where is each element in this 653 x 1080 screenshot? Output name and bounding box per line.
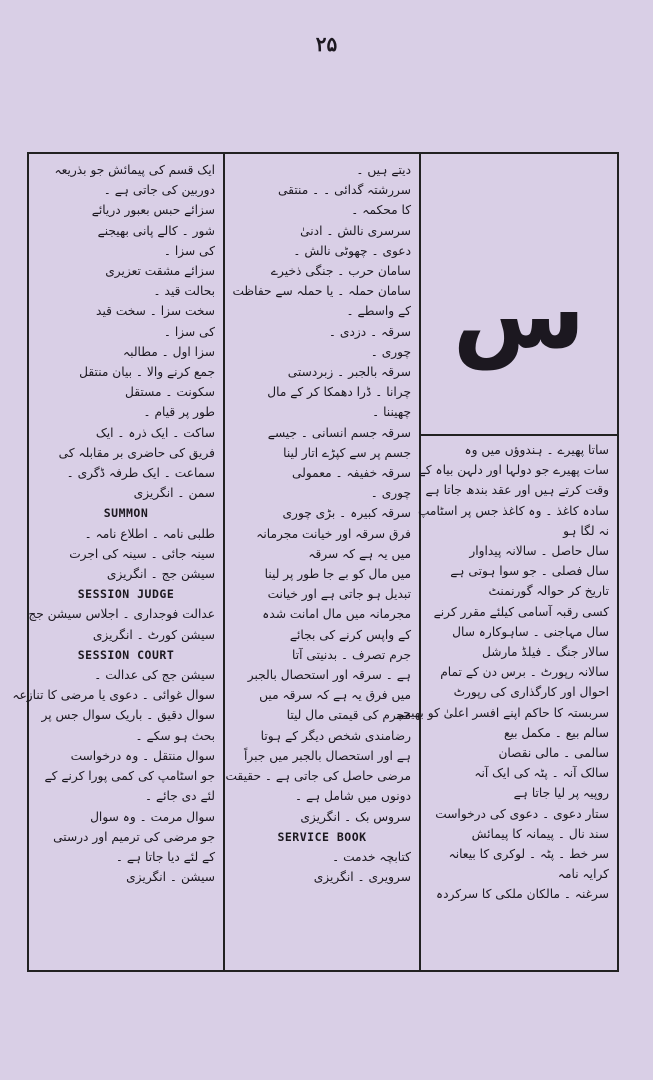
column-right-line: سرغنہ ۔ مالکان ملکی کا سرکردہ <box>436 887 609 902</box>
column-middle-line: سرقہ جسم انسانی ۔ جیسے <box>267 425 411 440</box>
column-middle-line: میں یہ ہے کہ سرقہ <box>308 546 411 561</box>
column-left-line: عدالت فوجداری ۔ اجلاس سیشن جج <box>28 607 215 622</box>
column-middle-line: سرقہ ۔ دزدی ۔ <box>328 324 411 339</box>
column-left-line: فریق کی حاضری بر مقابلہ کی <box>58 445 215 460</box>
column-right-line: سال حاصل ۔ سالانہ پیداوار <box>469 544 609 559</box>
column-right-line: کسی رقبہ آسامی کیلئے مقرر کرنے <box>433 604 609 619</box>
column-left-line: جمع کرنے والا ۔ بیان منتقل <box>79 365 215 380</box>
column-right-line: سالار جنگ ۔ فیلڈ مارشل <box>481 645 609 660</box>
column-middle-line: چرانا ۔ ڈرا دھمکا کر کے مال <box>267 385 411 400</box>
column-middle-line: سرقہ خفیفہ ۔ معمولی <box>292 466 411 481</box>
column-right-line: سالک آنہ ۔ پٹہ کی ایک آنہ <box>474 766 609 781</box>
column-middle-line: SERVICE BOOK <box>277 829 367 844</box>
column-left-line: سخت سزا ۔ سخت قید <box>96 304 215 319</box>
column-middle-line: کے واسطے ۔ <box>346 304 411 319</box>
column-left-line: سوال دقیق ۔ باریک سوال جس پر <box>41 708 215 723</box>
column-middle-line: سرویری ۔ انگریزی <box>313 870 411 885</box>
section-letter: س <box>452 258 586 370</box>
column-right-line: سادہ کاغذ ۔ وہ کاغذ جس پر اسٹامپ <box>417 503 609 518</box>
column-left-line: سیشن جج ۔ انگریزی <box>106 567 215 582</box>
column-right <box>396 154 617 970</box>
column-right-line: سربستہ کا حاکم اپنے افسر اعلیٰ کو بھیجے <box>396 705 609 720</box>
column-middle-line: سرقہ بالجبر ۔ زبردستی <box>287 365 411 380</box>
column-middle-line: جرم تصرف ۔ بدنیتی آتا <box>292 647 411 662</box>
column-middle-line: سروس بک ۔ انگریزی <box>300 809 411 824</box>
section-letter-box <box>421 154 617 436</box>
column-middle-line: سامان حرب ۔ جنگی ذخیرے <box>270 264 411 279</box>
column-middle-line: میں مال کو بے جا طور پر لینا <box>264 567 411 582</box>
column-middle-line: چوری ۔ <box>370 344 411 359</box>
column-middle-line: کا محکمہ ۔ <box>351 203 411 218</box>
column-left-line: سزا اول ۔ مطالبہ <box>123 344 215 359</box>
column-middle-line: رضامندی شخص دیگر کے ہوتا <box>260 728 411 743</box>
column-middle-line: مرضی حاصل کی جاتی ہے ۔ حقیقت <box>225 769 411 784</box>
column-right-line: سالم بیع ۔ مکمل بیع <box>503 725 609 740</box>
column-right-line: سند نال ۔ پیمانہ کا پیمائش <box>471 826 609 841</box>
column-left-line: سمن ۔ انگریزی <box>133 486 215 501</box>
column-left-line: طلبی نامہ ۔ اطلاع نامہ ۔ <box>84 526 215 541</box>
column-left <box>12 154 225 970</box>
column-right-line: ساتا پھیرے ۔ ہندوؤں میں وہ <box>464 443 609 457</box>
column-right-line: احوال اور کارگذاری کی رپورٹ <box>453 685 609 700</box>
column-middle-line: سررشتہ گدائی ۔ ۔ منتقی <box>278 183 411 198</box>
column-right-line: کرایہ نامہ <box>557 867 609 882</box>
column-middle-line: سامان حملہ ۔ یا حملہ سے حفاظت <box>232 284 411 299</box>
column-middle-line: مجرم کی قیمتی مال لیتا <box>286 708 411 723</box>
column-right-text <box>396 440 609 905</box>
column-middle-line: ہے اور استحصال بالجبر میں جبراً <box>244 748 411 763</box>
column-right-line: سالمی ۔ مالی نقصان <box>498 746 609 761</box>
column-left-line: SUMMON <box>103 506 149 521</box>
column-left-line: جو مرضی کی ترمیم اور درستی <box>53 829 215 844</box>
column-left-line: بحث ہو سکے ۔ <box>135 728 215 743</box>
column-left-line: کی سزا ۔ <box>163 324 215 339</box>
column-middle-line: دونوں میں شامل ہے ۔ <box>294 789 411 804</box>
column-left-line: ایک قسم کی پیمائش جو بذریعہ <box>54 163 215 177</box>
column-middle-line: کے واپس کرنے کی بجائے <box>289 627 411 642</box>
column-left-line: SESSION JUDGE <box>77 587 175 602</box>
column-right-line: تاریخ کر حوالہ گورنمنٹ <box>488 584 609 599</box>
column-middle-line: چھیننا ۔ <box>372 405 411 420</box>
column-middle-line: دعوی ۔ چھوٹی نالش ۔ <box>293 243 411 258</box>
column-left-line: SESSION COURT <box>77 647 175 662</box>
column-right-line: سات پھیرے جو دولہا اور دلہن بیاہ کے <box>418 463 609 478</box>
column-middle-line: میں فرق یہ ہے کہ سرقہ میں <box>259 688 411 703</box>
column-left-line: ساکت ۔ ایک ذرہ ۔ ایک <box>95 425 215 440</box>
column-right-line: نہ لگا ہو <box>563 523 609 538</box>
page-number: ۲۵ <box>315 32 338 56</box>
column-left-line: سوال مرمت ۔ وہ سوال <box>90 809 215 824</box>
column-left-line: سزائے حبس بعبور دریائے <box>91 203 215 218</box>
dictionary-frame <box>12 152 619 972</box>
column-middle-line: چوری ۔ <box>370 486 411 501</box>
column-left-line: بحالت قید ۔ <box>153 284 215 299</box>
column-left-line: کے لئے دیا جاتا ہے ۔ <box>115 849 215 864</box>
column-middle-line: جسم پر سے کپڑے اتار لینا <box>283 445 411 460</box>
column-middle-line: مجرمانہ میں مال امانت شدہ <box>262 607 411 622</box>
column-left-line: طور پر قیام ۔ <box>143 405 215 420</box>
column-middle-line: کتابچہ خدمت ۔ <box>332 849 411 864</box>
column-left-line: سیشن ۔ انگریزی <box>126 870 215 885</box>
column-left-line: کی سزا ۔ <box>163 243 215 258</box>
column-middle-line: سرسری نالش ۔ ادنیٰ <box>300 223 411 238</box>
column-middle-line: ہے ۔ سرقہ اور استحصال بالجبر <box>247 668 411 683</box>
column-middle-line: تبدیل ہو جاتی ہے اور خیانت <box>267 587 411 602</box>
column-left-line: سماعت ۔ ایک طرفہ ڈگری ۔ <box>66 466 215 481</box>
column-middle-line: فرق سرقہ اور خیانت مجرمانہ <box>256 526 411 541</box>
column-left-line: سینہ جائی ۔ سینہ کی اجرت <box>69 546 215 561</box>
column-left-line: سزائے مشقت تعزیری <box>105 264 215 279</box>
column-right-line: وقت کرتے ہیں اور عقد بندھ جاتا ہے <box>425 483 609 498</box>
column-left-line: دوربین کی جاتی ہے ۔ <box>103 183 215 198</box>
column-left-line: سوال غوائی ۔ دعوی یا مرضی کا تنازعہ <box>12 688 215 703</box>
column-middle-line: دیتے ہیں ۔ <box>356 163 411 177</box>
column-left-line: لئے دی جائے ۔ <box>144 789 215 804</box>
column-right-line: سر خط ۔ پٹہ ۔ لوکری کا بیعانہ <box>448 847 609 862</box>
column-right-line: سال فصلی ۔ جو سوا ہوتی ہے <box>450 564 609 579</box>
column-left-line: سوال منتقل ۔ وہ درخواست <box>70 748 215 763</box>
column-right-line: ستار دعوی ۔ دعوی کی درخواست <box>435 806 609 821</box>
column-right-line: سال مہاجنی ۔ ساہوکارہ سال <box>452 624 609 639</box>
column-left-line: سیشن کورٹ ۔ انگریزی <box>92 627 215 642</box>
column-left-line: سیشن جج کی عدالت ۔ <box>94 668 215 683</box>
column-right-line: روپیہ پر لیا جاتا ہے <box>513 786 609 801</box>
column-middle <box>225 154 421 970</box>
column-left-line: سکونت ۔ مستقل <box>125 385 215 400</box>
column-middle-line: سرقہ کبیرہ ۔ بڑی چوری <box>282 506 411 521</box>
column-left-line: شور ۔ کالے پانی بھیجنے <box>97 223 215 238</box>
column-right-line: سالانہ رپورٹ ۔ برس دن کے تمام <box>440 665 609 680</box>
column-left-line: جو اسٹامپ کی کمی پورا کرنے کے <box>44 769 215 784</box>
